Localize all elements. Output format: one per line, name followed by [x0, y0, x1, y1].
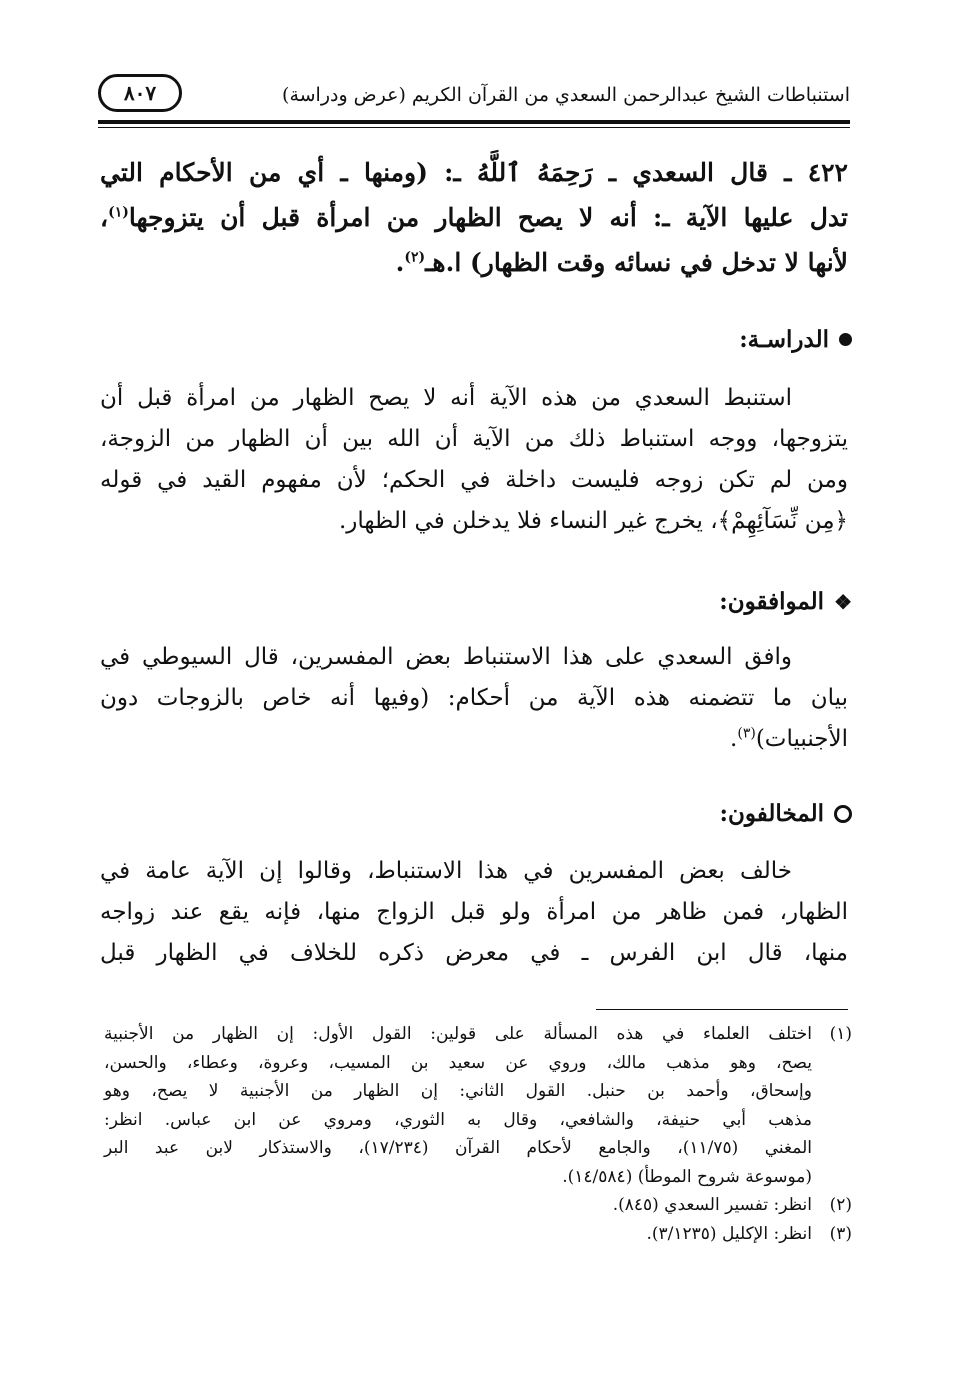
section-heading-disagree: المخالفون: [720, 800, 852, 827]
footnote-line: (موسوعة شروح الموطأ) (١٤/٥٨٤). [562, 1166, 812, 1187]
ring-bullet-icon [834, 805, 852, 823]
quote-line: تدل عليها الآية ـ: أنه لا يصح الظهار من امرأة قبل أن يتزوجها$^{(١)}$، [100, 203, 848, 232]
text-line: ومن لم تكن زوجه فليست داخلة في الحكم؛ لأن مفهوم القيد في قوله [100, 467, 848, 493]
footnote-number: (٢) [829, 1195, 852, 1215]
footnote-line: انظر: الإكليل (٣/١٢٣٥). [646, 1223, 812, 1244]
footnote-ref: (٢) [404, 249, 426, 266]
footnote-number: (١) [829, 1024, 852, 1044]
footnote-number: (٣) [829, 1223, 852, 1244]
bullet-dot-icon [839, 333, 852, 346]
footnote-ref: (٣) [737, 725, 756, 742]
text-line: منها، قال ابن الفرس ـ في معرض ذكره للخلاف في الظهار قبل [100, 940, 848, 966]
text-line: خالف بعض المفسرين في هذا الاستنباط، وقالوا إن الآية عامة في [100, 858, 792, 884]
footnotes [104, 1020, 852, 1248]
text-line: الظهار، فمن ظاهر من امرأة ولو قبل الزواج منها، فإنه يقع عند زواجه [100, 899, 848, 925]
footnote-3 [104, 1220, 852, 1249]
text-line: وافق السعدي على هذا الاستنباط بعض المفسرين، قال السيوطي في [100, 644, 792, 670]
footnote-1 [104, 1020, 852, 1191]
footnote-2 [104, 1191, 852, 1220]
quote-line: لأنها لا تدخل في نسائه وقت الظهار) ا.هـ$^{(٢)}$. [395, 248, 848, 277]
text-line: استنبط السعدي من هذه الآية أنه لا يصح الظهار من امرأة قبل أن [100, 385, 792, 411]
text-line: يتزوجها، ووجه استنباط ذلك من الآية أن الله بين أن الظهار من الزوجة، [100, 426, 848, 452]
disagree-paragraph [100, 851, 848, 974]
page-number-badge: ٨٠٧ [98, 74, 182, 112]
footnote-line: اختلف العلماء في هذه المسألة على قولين: القول الأول: إن الظهار من الأجنبية [104, 1024, 812, 1044]
footnote-line: مذهب أبي حنيفة، والشافعي، وقال به الثوري، ومروي عن ابن عباس. انظر: [104, 1109, 812, 1130]
header-title: استنباطات الشيخ عبدالرحمن السعدي من القرآن الكريم (عرض ودراسة) [282, 84, 850, 106]
quote-line: ٤٢٢ ـ قال السعدي ـ رَحِمَهُ ٱللَّهُ ـ: (ومنها ـ أي من الأحكام التي [100, 158, 848, 187]
text-line: ﴿مِن نِّسَآئِهِمْ﴾، يخرج غير النساء فلا يدخلن في الظهار. [338, 508, 848, 534]
footnote-line: وإسحاق، وأحمد بن حنبل. القول الثاني: إن الظهار من الأجنبية لا يصح، وهو [104, 1081, 812, 1101]
four-diamonds-icon: ❖ [834, 589, 852, 614]
footnote-ref: (١) [108, 204, 129, 221]
footnote-separator [596, 1009, 848, 1010]
header-rule-thin [98, 127, 850, 128]
footnote-line: المغني (١١/٧٥)، والجامع لأحكام القرآن (١٧/٢٣٤)، والاستذكار لابن عبد البر [104, 1138, 812, 1158]
header-rule [98, 120, 850, 124]
quote-paragraph [100, 150, 848, 285]
text-line: الأجنبيات)$^{(٣)}$. [730, 725, 848, 752]
running-header [98, 70, 850, 120]
footnote-line: يصح، وهو مذهب مالك، وروي عن سعيد بن المسيب، وعروة، وعطاء، والحسن، [104, 1052, 812, 1073]
text-line: بيان ما تتضمنه هذه الآية من أحكام: (وفيها أنه خاص بالزوجات دون [100, 685, 848, 711]
section-heading-study: الدراسـة: [739, 326, 852, 353]
footnote-line: انظر: تفسير السعدي (٨٤٥). [612, 1195, 812, 1215]
section-heading-agree: ❖ الموافقون: [719, 588, 852, 615]
agree-paragraph [100, 637, 848, 760]
study-paragraph [100, 378, 848, 542]
